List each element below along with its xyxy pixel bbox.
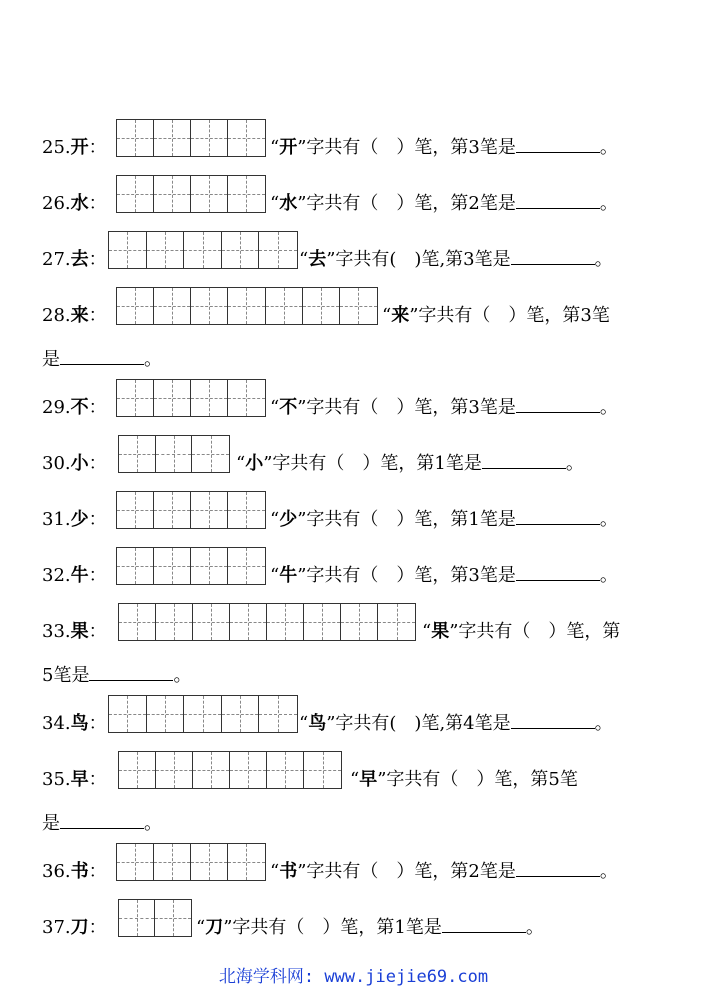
question-number: 35.早： xyxy=(42,769,107,790)
stroke-grid[interactable] xyxy=(118,899,192,937)
question-number: 32.牛： xyxy=(42,565,107,586)
stroke-grid[interactable] xyxy=(118,751,342,789)
question-text: “鸟”字共有( )笔,第4笔是 。 xyxy=(299,702,613,746)
answer-blank[interactable] xyxy=(516,502,600,525)
question-28-continuation: 是 。 xyxy=(42,342,162,371)
answer-blank[interactable] xyxy=(60,806,144,829)
footer-watermark: 北海学科网: www.jiejie69.com xyxy=(218,967,489,987)
stroke-grid[interactable] xyxy=(116,287,378,325)
stroke-grid[interactable] xyxy=(108,695,298,733)
stroke-grid[interactable] xyxy=(108,231,298,269)
answer-blank[interactable] xyxy=(516,390,600,413)
answer-blank[interactable] xyxy=(511,706,595,729)
question-35-continuation: 是 。 xyxy=(42,806,162,835)
answer-blank[interactable] xyxy=(60,342,144,365)
question-33-continuation: 5笔是 。 xyxy=(42,658,191,687)
question-text: “开”字共有（ ）笔，第3笔是 。 xyxy=(270,126,618,170)
question-number: 36.书： xyxy=(42,861,107,882)
answer-blank[interactable] xyxy=(482,446,566,469)
question-number: 31.少： xyxy=(42,509,107,530)
answer-blank[interactable] xyxy=(511,242,595,265)
question-text: “不”字共有（ ）笔，第3笔是 。 xyxy=(270,386,618,430)
question-35 xyxy=(42,758,682,802)
answer-blank[interactable] xyxy=(516,854,600,877)
question-28 xyxy=(42,294,682,338)
question-number: 26.水： xyxy=(42,193,107,214)
stroke-grid[interactable] xyxy=(116,175,266,213)
question-30 xyxy=(42,442,682,486)
question-37 xyxy=(42,906,682,950)
question-text: “刀”字共有（ ）笔，第1笔是 。 xyxy=(196,906,544,950)
question-29 xyxy=(42,386,682,430)
question-text: “少”字共有（ ）笔，第1笔是 。 xyxy=(270,498,618,542)
answer-blank[interactable] xyxy=(442,910,526,933)
stroke-grid[interactable] xyxy=(116,379,266,417)
question-text: “书”字共有（ ）笔，第2笔是 。 xyxy=(270,850,618,894)
question-25 xyxy=(42,126,682,170)
question-31 xyxy=(42,498,682,542)
stroke-grid[interactable] xyxy=(116,491,266,529)
question-32 xyxy=(42,554,682,598)
question-number: 29.不： xyxy=(42,397,107,418)
question-number: 25.开： xyxy=(42,137,107,158)
stroke-grid[interactable] xyxy=(118,603,416,641)
stroke-grid[interactable] xyxy=(116,119,266,157)
question-34 xyxy=(42,702,682,746)
question-26 xyxy=(42,182,682,226)
question-number: 34.鸟： xyxy=(42,713,107,734)
stroke-grid[interactable] xyxy=(116,843,266,881)
question-number: 30.小： xyxy=(42,453,107,474)
question-number: 28.来： xyxy=(42,305,107,326)
question-text: “早”字共有（ ）笔，第5笔 xyxy=(350,769,578,790)
question-text: “牛”字共有（ ）笔，第3笔是 。 xyxy=(270,554,618,598)
question-number: 27.去： xyxy=(42,249,107,270)
question-text: “来”字共有（ ）笔，第3笔 xyxy=(382,305,610,326)
answer-blank[interactable] xyxy=(516,186,600,209)
question-36 xyxy=(42,850,682,894)
question-text: “去”字共有( )笔,第3笔是 。 xyxy=(299,238,613,282)
stroke-grid[interactable] xyxy=(116,547,266,585)
question-27 xyxy=(42,238,682,282)
question-number: 33.果： xyxy=(42,621,107,642)
question-number: 37.刀： xyxy=(42,917,107,938)
answer-blank[interactable] xyxy=(516,130,600,153)
stroke-grid[interactable] xyxy=(118,435,230,473)
question-33 xyxy=(42,610,682,654)
answer-blank[interactable] xyxy=(516,558,600,581)
question-text: “小”字共有（ ）笔，第1笔是 。 xyxy=(236,442,584,486)
answer-blank[interactable] xyxy=(89,658,173,681)
question-text: “果”字共有（ ）笔，第 xyxy=(422,621,621,642)
question-text: “水”字共有（ ）笔，第2笔是 。 xyxy=(270,182,618,226)
